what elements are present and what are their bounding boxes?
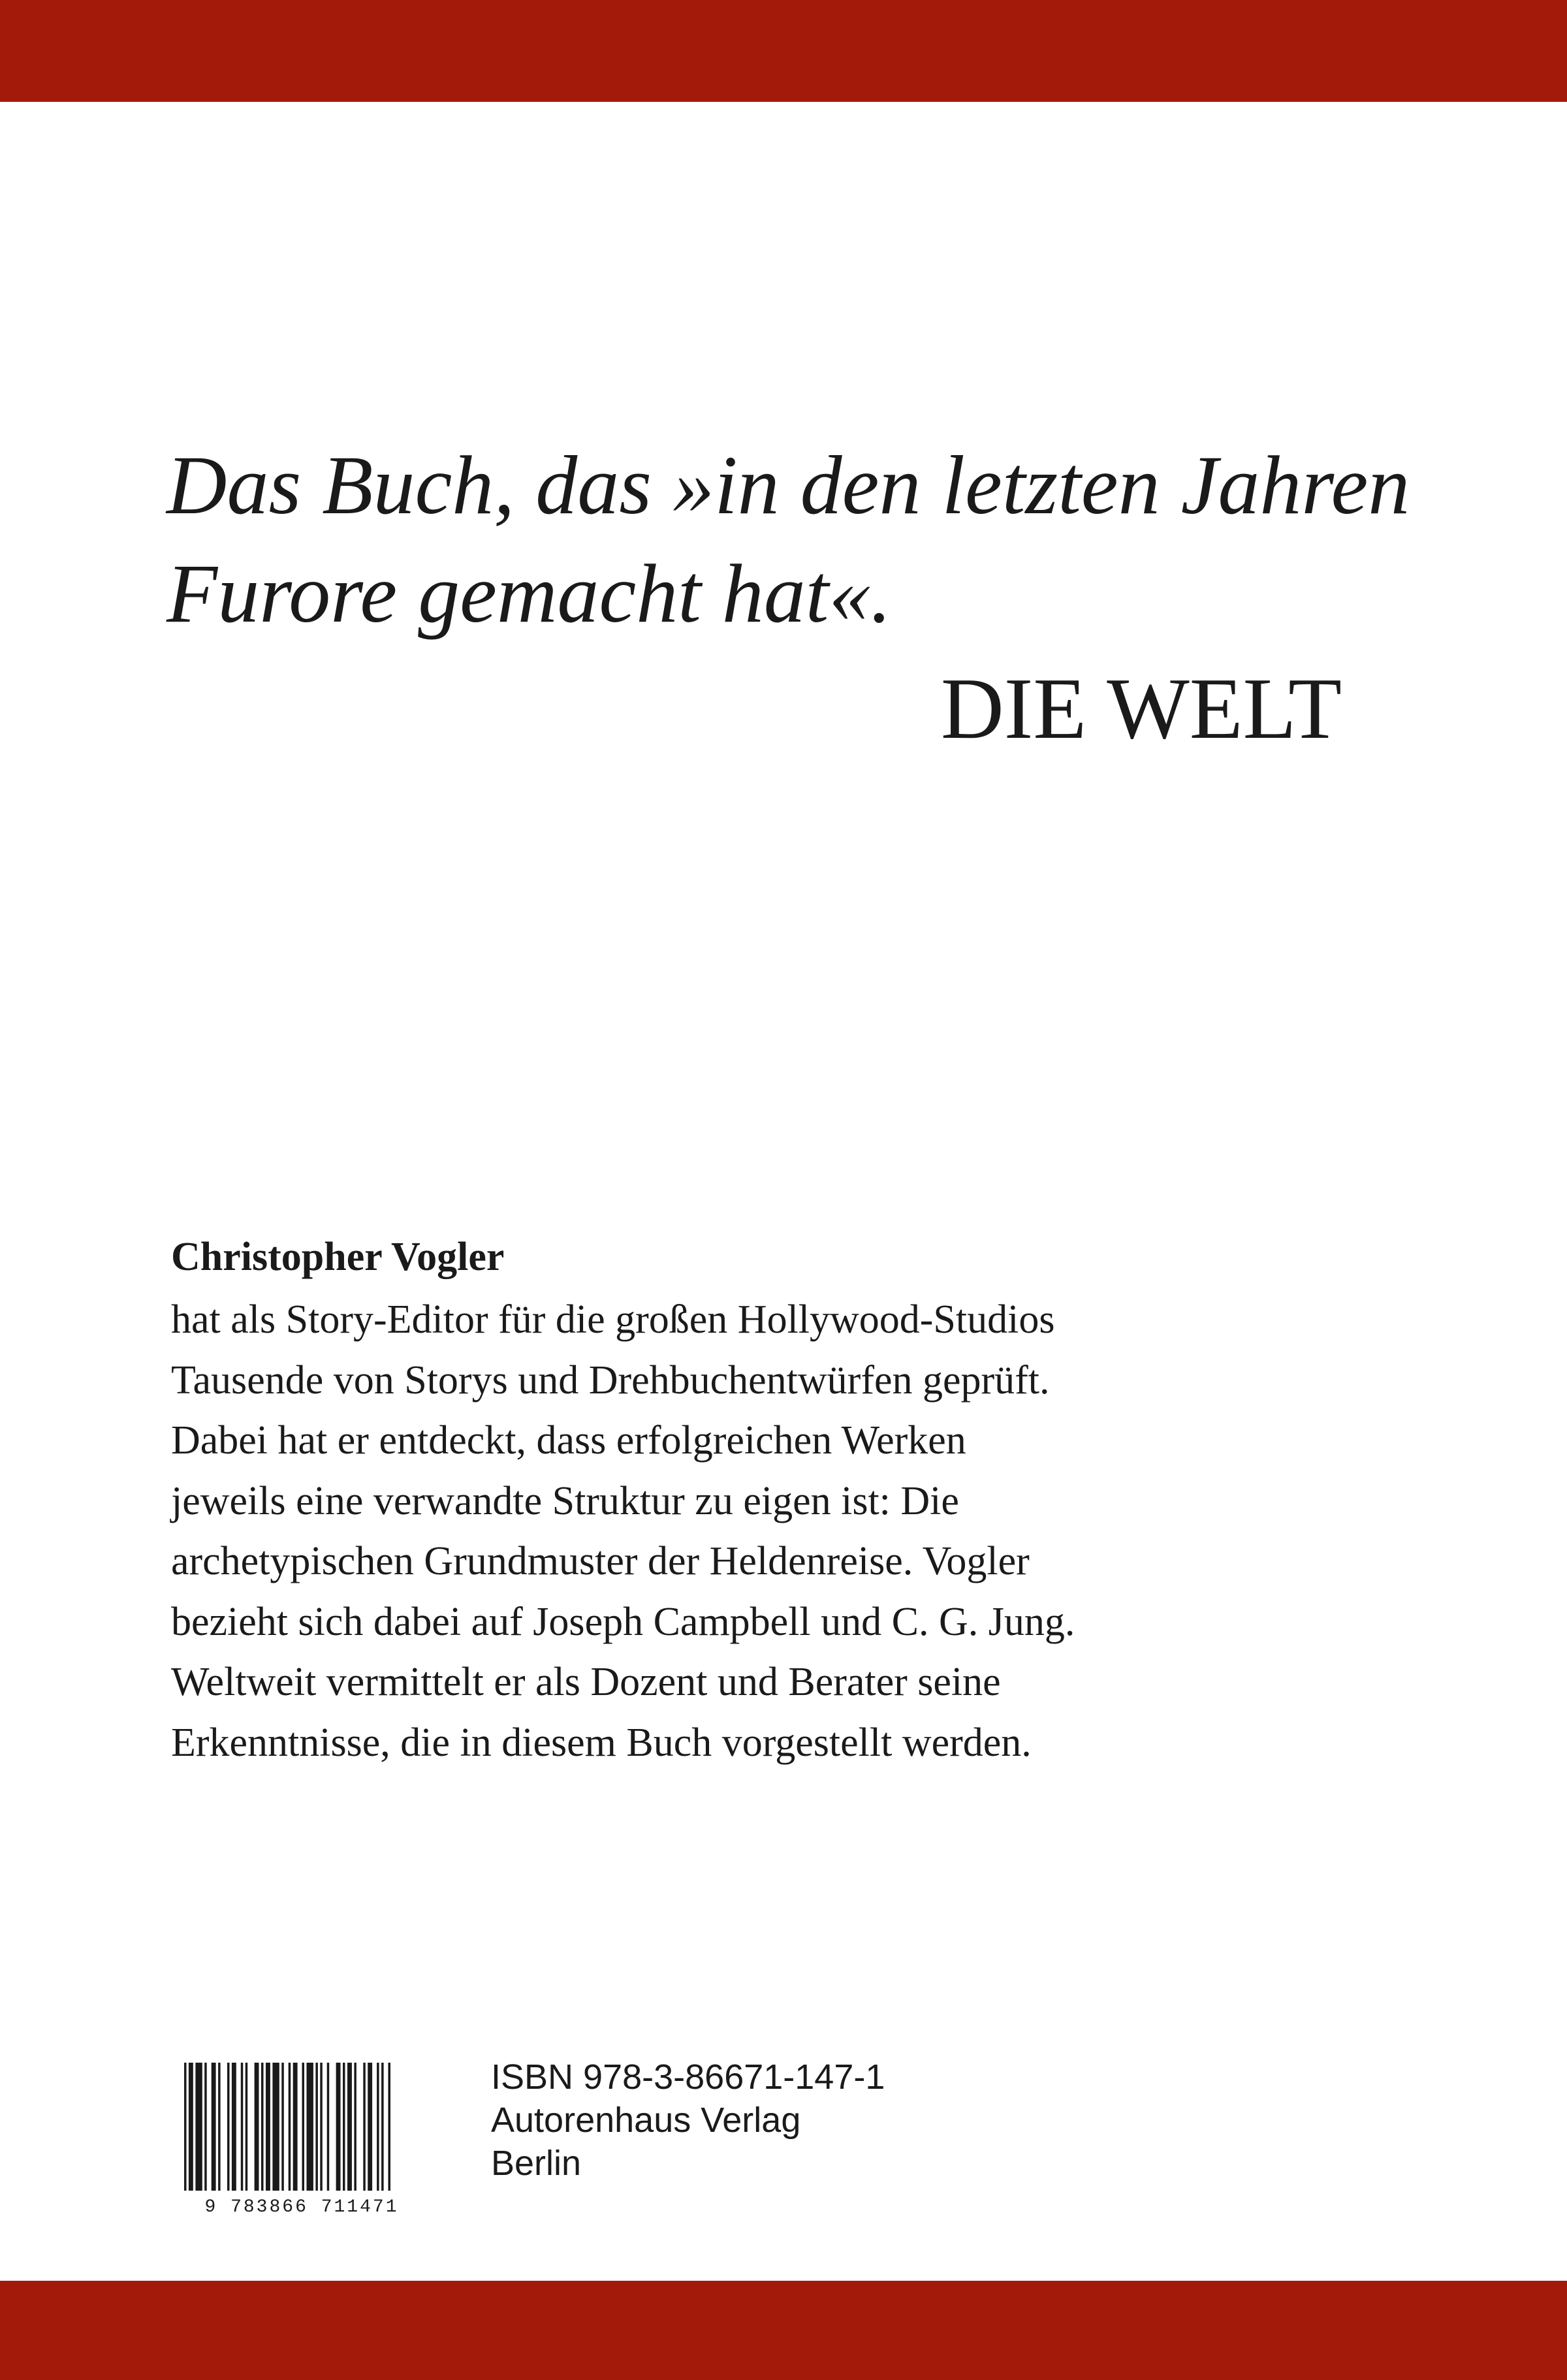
isbn-barcode [171,2060,432,2217]
barcode-bar [363,2063,366,2191]
barcode-bar [388,2063,391,2191]
bio-line: archetypischen Grundmuster der Heldenreise. Vogler [171,1539,1030,1583]
barcode-bar [266,2063,270,2191]
publisher-name: Autorenhaus Verlag [491,2101,801,2140]
barcode-bar [272,2063,279,2191]
review-quote [166,431,1410,648]
barcode-bar [212,2063,216,2191]
bio-line: Dabei hat er entdeckt, dass erfolgreichen Werken [171,1418,966,1463]
barcode-bar [189,2063,193,2191]
barcode-bar [354,2063,356,2191]
quote-line-2: Furore gemacht hat«. [166,547,892,640]
barcode-bar [381,2063,384,2191]
barcode-bar [327,2063,330,2191]
barcode-bar [320,2063,323,2191]
barcode-bar [315,2063,318,2191]
author-bio [171,1290,1412,1773]
barcode-bar [343,2063,345,2191]
barcode-bar [227,2063,230,2191]
barcode-bars [184,2063,390,2191]
bio-line: Erkenntnisse, die in diesem Buch vorgestellt werden. [171,1720,1032,1765]
barcode-bar [184,2063,187,2191]
barcode-bar [302,2063,305,2191]
barcode-bar [232,2063,236,2191]
publisher-info [491,2055,885,2185]
barcode-bar [377,2063,379,2191]
barcode-bar [336,2063,341,2191]
barcode-bar [204,2063,207,2191]
quote-line-1: Das Buch, das »in den letzten Jahren [166,439,1410,532]
barcode-bar [218,2063,221,2191]
barcode-bar [293,2063,298,2191]
barcode-bar [261,2063,264,2191]
barcode-bar [245,2063,248,2191]
barcode-bar [255,2063,259,2191]
barcode-bar [307,2063,313,2191]
barcode-bar [347,2063,352,2191]
top-color-band [0,0,1567,102]
barcode-bar [195,2063,202,2191]
bottom-color-band [0,2281,1567,2380]
barcode-bar [289,2063,291,2191]
bio-line: jeweils eine verwandte Struktur zu eigen ist: Die [171,1478,959,1523]
barcode-bar [241,2063,244,2191]
barcode-bar [281,2063,284,2191]
bio-line: Weltweit vermittelt er als Dozent und Berater seine [171,1660,1001,1704]
bio-line: Tausende von Storys und Drehbuchentwürfen geprüft. [171,1357,1050,1403]
bio-line: bezieht sich dabei auf Joseph Campbell und C. G. Jung. [171,1599,1075,1644]
barcode-digits: 9 783866 711471 [204,2197,399,2217]
barcode-bar [368,2063,372,2191]
isbn-text: ISBN 978-3-86671-147-1 [491,2057,885,2097]
publisher-city: Berlin [491,2144,582,2183]
quote-source: DIE WELT [940,660,1342,757]
author-name: Christopher Vogler [171,1235,505,1279]
bio-line: hat als Story-Editor für die großen Hollywood-Studios [171,1297,1055,1342]
